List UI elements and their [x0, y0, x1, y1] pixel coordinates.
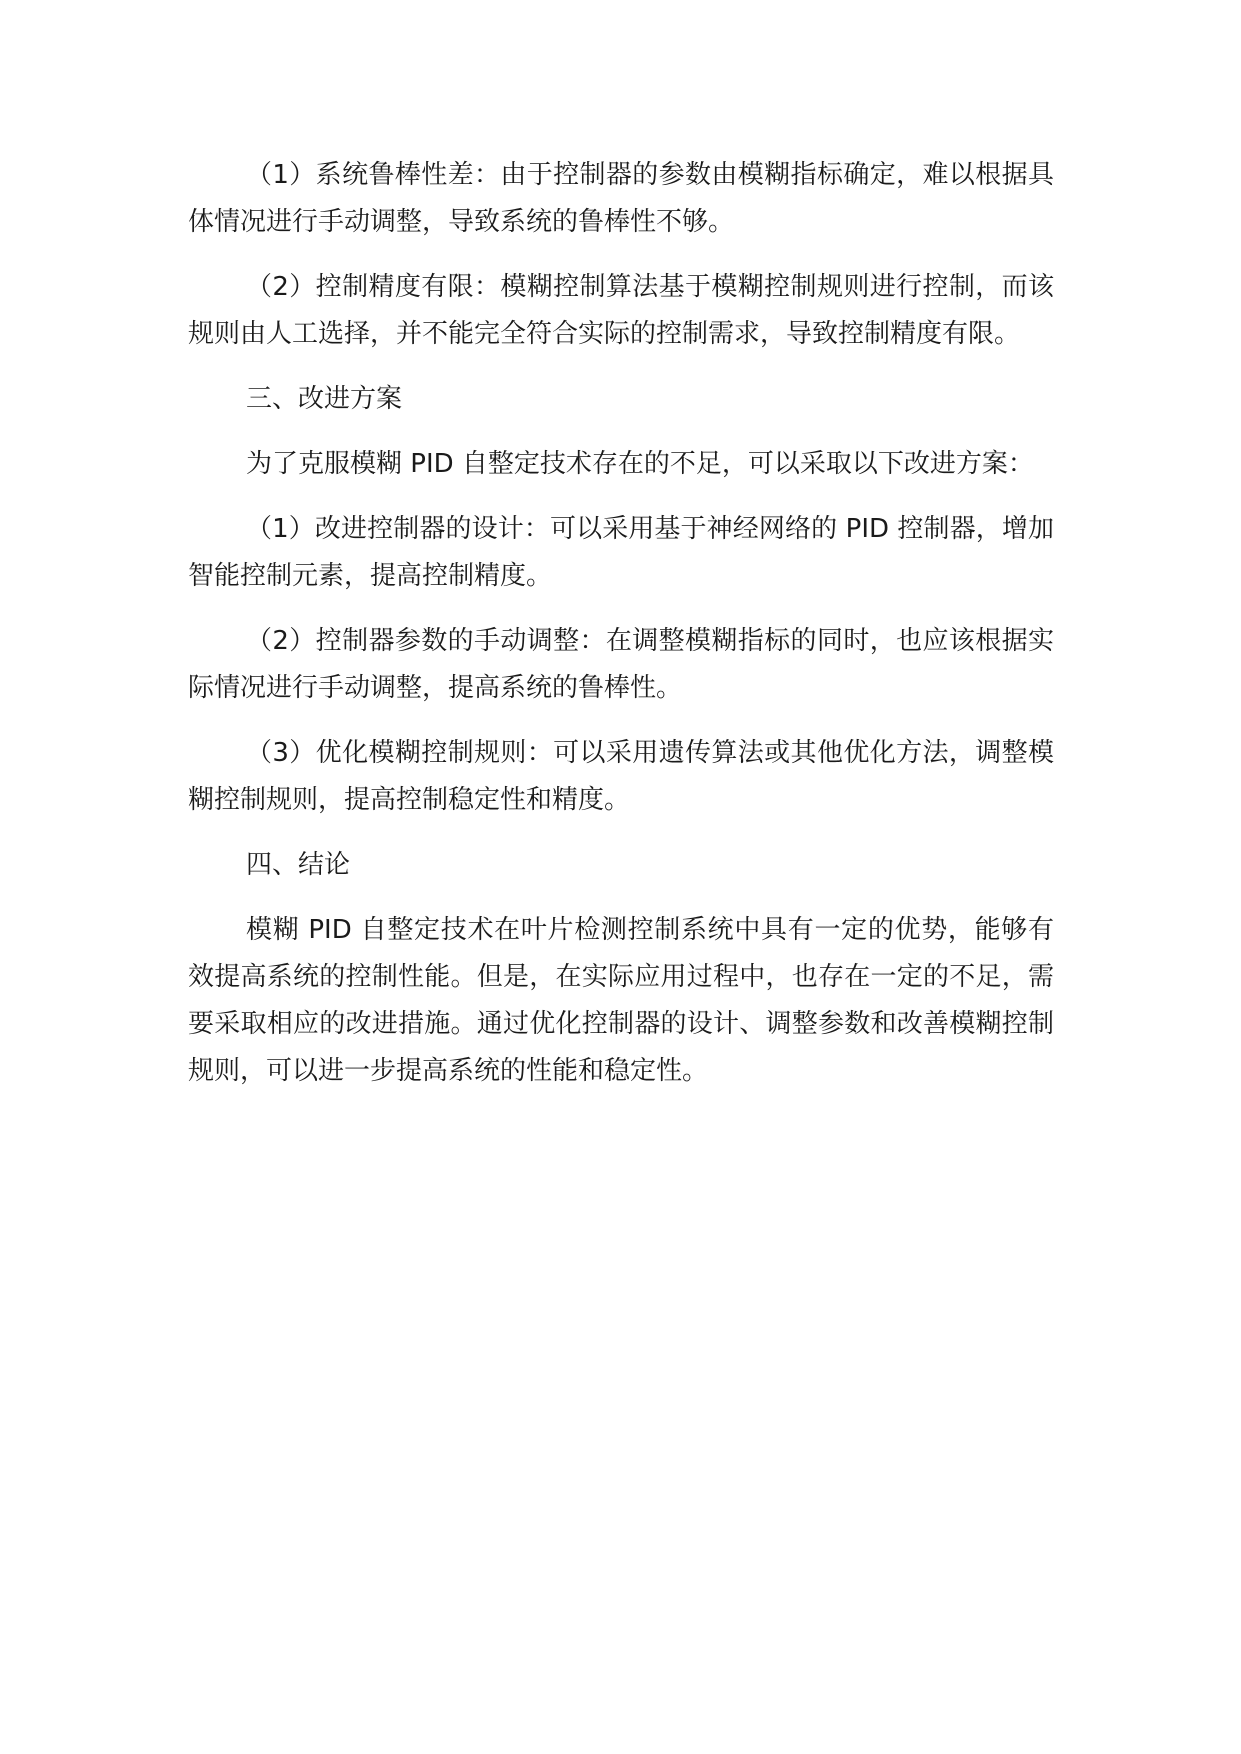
list-item: （1）改进控制器的设计：可以采用基于神经网络的 PID 控制器，增加智能控制元素，提高控制精度。	[188, 514, 1054, 591]
paragraph-precision: （2）控制精度有限：模糊控制算法基于模糊控制规则进行控制，而该规则由人工选择，并不能完全符合实际的控制需求，导致控制精度有限。	[188, 272, 1054, 349]
paragraph-conclusion: 模糊 PID 自整定技术在叶片检测控制系统中具有一定的优势，能够有效提高系统的控制性能。但是，在实际应用过程中，也存在一定的不足，需要采取相应的改进措施。通过优化控制器的设计、调整参数和改善模糊控制规则，可以进一步提高系统的性能和稳定性。	[188, 915, 1054, 1086]
section-heading-improvement: 三、改进方案	[246, 384, 403, 414]
paragraph-robustness: （1）系统鲁棒性差：由于控制器的参数由模糊指标确定，难以根据具体情况进行手动调整，导致系统的鲁棒性不够。	[188, 160, 1054, 237]
document-body	[188, 152, 1054, 1113]
list-item: （2）控制器参数的手动调整：在调整模糊指标的同时，也应该根据实际情况进行手动调整，提高系统的鲁棒性。	[188, 626, 1054, 703]
paragraph-improvement-intro: 为了克服模糊 PID 自整定技术存在的不足，可以采取以下改进方案：	[246, 449, 1034, 479]
list-item: （3）优化模糊控制规则：可以采用遗传算法或其他优化方法，调整模糊控制规则，提高控制稳定性和精度。	[188, 738, 1054, 815]
section-heading-conclusion: 四、结论	[246, 850, 351, 880]
